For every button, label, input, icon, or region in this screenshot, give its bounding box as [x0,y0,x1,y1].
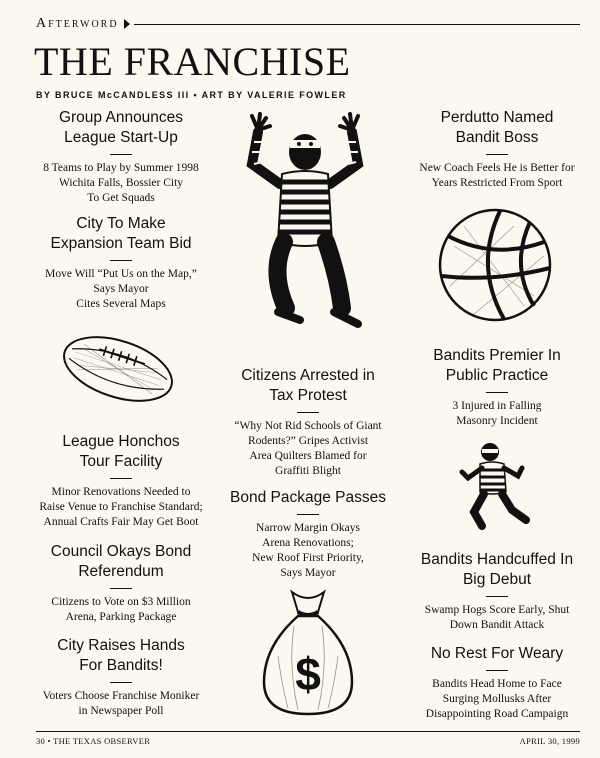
headline-line: Public Practice [445,367,549,384]
story-deck [402,603,592,633]
story-expansion-bid [36,214,206,312]
footer-date: APRIL 30, 1999 [519,736,580,746]
deck-line: Arena, Parking Package [65,611,177,623]
deck-line: New Coach Feels He is Better for [419,162,575,174]
headline-rule [110,682,132,683]
story-raises-hands [30,636,212,719]
deck-line: Years Restricted From Sport [431,177,563,189]
section-arrow-icon [124,19,130,29]
deck-line: Raise Venue to Franchise Standard; [39,501,203,513]
story-deck [36,267,206,312]
deck-line: Narrow Margin Okays [256,522,360,534]
deck-line: Arena Renovations; [262,537,354,549]
deck-line: Masonry Incident [456,415,538,427]
headline-line: Perdutto Named [440,109,554,126]
story-league-startup [36,108,206,206]
headline-line: Bandits Handcuffed In [420,551,574,568]
story-deck [402,399,592,429]
story-headline [30,636,212,676]
story-tax-protest [222,366,394,479]
headline-rule [110,478,132,479]
footer-folio: 30 • THE TEXAS OBSERVER [36,736,151,746]
story-headline [222,488,394,508]
deck-line: Says Mayor [280,567,336,579]
headline-rule [486,392,508,393]
deck-line: Bandits Head Home to Face [432,678,562,690]
headline-rule [486,596,508,597]
football-illustration [58,326,178,412]
headline-rule [110,588,132,589]
byline: BY BRUCE McCANDLESS III • ART BY VALERIE FOWLER [36,90,347,100]
headline-rule [297,412,319,413]
headline-rule [297,514,319,515]
deck-line: Graffiti Blight [275,465,341,477]
story-deck [222,419,394,479]
story-headline [36,214,206,254]
deck-line: Surging Mollusks After [442,693,552,705]
headline-line: City To Make [76,215,166,232]
headline-line: Big Debut [462,571,532,588]
headline-line: City Raises Hands [57,637,185,654]
deck-line: Minor Renovations Needed to [51,486,191,498]
story-league-honchos [28,432,214,530]
story-no-rest [402,644,592,722]
headline-line: For Bandits! [79,657,163,674]
headline-rule [110,154,132,155]
story-deck [36,161,206,206]
section-label: Afterword [36,16,119,31]
deck-line: Wichita Falls, Bossier City [58,177,184,189]
money-bag-symbol: $ [295,648,321,700]
story-bond-passes [222,488,394,581]
headline-rule [486,154,508,155]
story-headline [402,108,592,148]
story-deck [28,485,214,530]
story-headline [36,108,206,148]
headline-line: League Honchos [62,433,180,450]
deck-line: New Roof First Priority, [252,552,364,564]
story-headline [402,346,592,386]
story-big-debut [402,550,592,633]
page-title: THE FRANCHISE [34,39,351,84]
headline-line: Bond Package Passes [230,489,386,506]
deck-line: Cites Several Maps [76,298,166,310]
headline-rule [486,670,508,671]
deck-line: Says Mayor [93,283,149,295]
headline-line: Bandits Premier In [433,347,561,364]
deck-line: To Get Squads [87,192,155,204]
basketball-illustration [434,206,556,324]
headline-line: League Start-Up [64,129,178,146]
deck-line: Rodents?” Gripes Activist [247,435,369,447]
deck-line: Disappointing Road Campaign [425,708,569,720]
deck-line: Voters Choose Franchise Moniker [42,690,200,702]
deck-line: Move Will “Put Us on the Map,” [45,268,197,280]
story-headline [28,432,214,472]
headline-line: No Rest For Weary [430,645,564,662]
deck-line: Area Quilters Blamed for [249,450,367,462]
story-council-bond [30,542,212,625]
deck-line: Annual Crafts Fair May Get Boot [43,516,199,528]
headline-line: Council Okays Bond [50,543,192,560]
headline-line: Citizens Arrested in [241,367,375,384]
story-headline [402,644,592,664]
headline-line: Group Announces [58,109,184,126]
deck-line: in Newspaper Poll [78,705,164,717]
deck-line: 8 Teams to Play by Summer 1998 [43,162,199,174]
story-deck [402,677,592,722]
headline-line: Bandit Boss [455,129,539,146]
story-public-practice [402,346,592,429]
story-headline [30,542,212,582]
story-deck [222,521,394,581]
footer-rule [36,731,580,732]
headline-line: Tax Protest [269,387,347,404]
section-rule [134,24,580,25]
money-bag-illustration [258,586,358,720]
story-deck [30,689,212,719]
headline-line: Tour Facility [79,453,163,470]
running-bandit-illustration [456,440,532,532]
headline-line: Expansion Team Bid [50,235,192,252]
story-headline [402,550,592,590]
deck-line: “Why Not Rid Schools of Giant [234,420,382,432]
deck-line: Down Bandit Attack [449,619,545,631]
story-perdutto [402,108,592,191]
deck-line: Citizens to Vote on $3 Million [51,596,191,608]
deck-line: 3 Injured in Falling [452,400,542,412]
deck-line: Swamp Hogs Score Early, Shut [424,604,570,616]
headline-line: Referendum [78,563,164,580]
story-deck [30,595,212,625]
bandit-illustration [230,112,380,342]
story-deck [402,161,592,191]
headline-rule [110,260,132,261]
story-headline [222,366,394,406]
